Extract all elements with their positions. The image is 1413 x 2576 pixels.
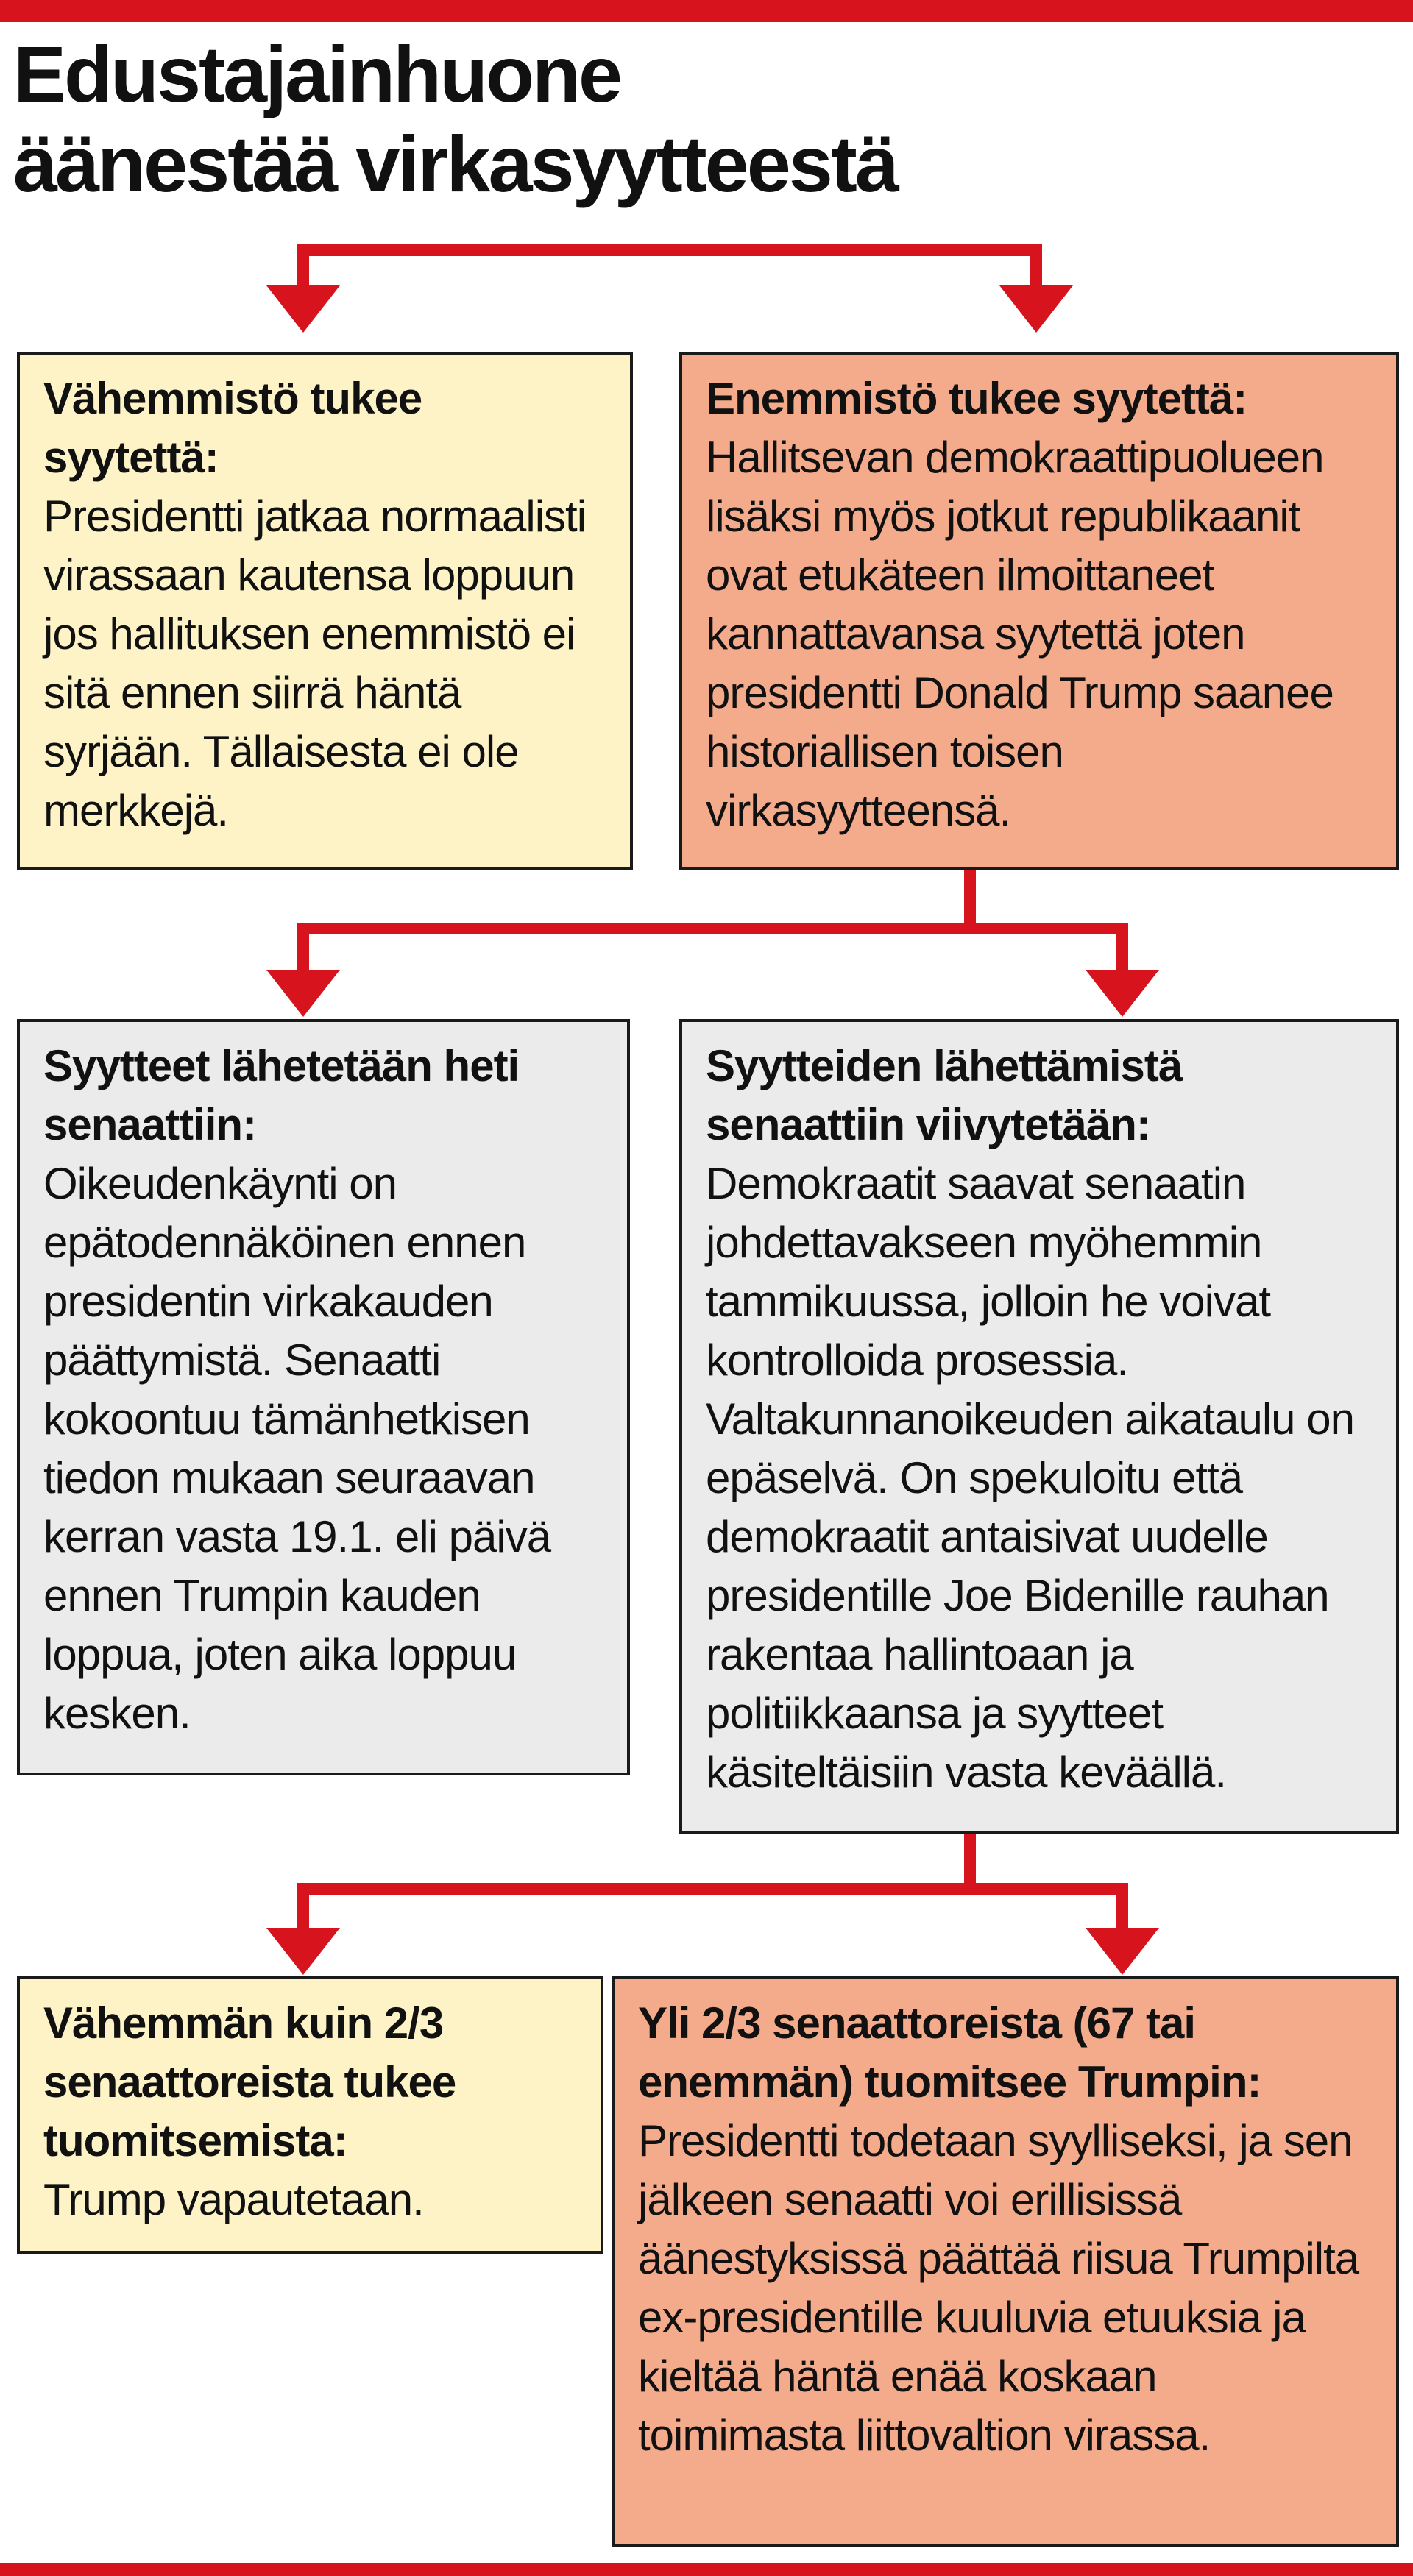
majority-box — [679, 352, 1399, 870]
bottom-accent-bar — [0, 2563, 1413, 2576]
sent-now-text: Oikeudenkäynti on epätodennäköinen ennen presidentin virkakauden päättymistä. Senaatti kokoontuu tämänhetkisen tiedon mukaan seuraavan kerran vasta 19.1. eli päivä ennen Trumpin kauden loppua, joten aika loppuu kesken. — [43, 1159, 551, 1738]
arrow-head-majority — [999, 285, 1073, 333]
majority-heading: Enemmistö tukee syytettä: — [706, 374, 1247, 423]
connector-delayed-split — [303, 1832, 1122, 1934]
convict-box — [612, 1976, 1399, 2547]
minority-box — [17, 352, 633, 870]
sent-now-box — [17, 1019, 630, 1775]
delayed-heading: Syytteiden lähettämistä senaattiin viivytetään: — [706, 1041, 1183, 1149]
majority-text: Hallitsevan demokraattipuolueen lisäksi myös jotkut republikaanit ovat etukäteen ilmoittaneet kannattavansa syytettä joten presidentti Donald Trump saanee historiallisen toisen virkasyytteensä. — [706, 433, 1334, 835]
acquit-heading: Vähemmän kuin 2/3 senaattoreista tukee tuomitsemista: — [43, 1998, 456, 2165]
connector-title-split — [303, 250, 1036, 291]
delayed-box — [679, 1019, 1399, 1834]
acquit-box — [17, 1976, 603, 2254]
connector-majority-split — [303, 868, 1122, 976]
acquit-text: Trump vapautetaan. — [43, 2175, 424, 2224]
minority-heading: Vähemmistö tukee syytettä: — [43, 374, 422, 482]
arrow-head-convict — [1086, 1928, 1159, 1975]
title-line-2: äänestää virkasyytteestä — [13, 119, 897, 208]
convict-text: Presidentti todetaan syylliseksi, ja sen jälkeen senaatti voi erillisissä äänestyksissä päättää riisua Trumpilta ex-presidentille kuuluvia etuuksia ja kieltää häntä enää koskaan toimimasta liittovaltion virassa. — [638, 2116, 1359, 2460]
minority-text: Presidentti jatkaa normaalisti virassaan kautensa loppuun jos hallituksen enemmistö ei sitä ennen siirrä häntä syrjään. Tällaisesta ei ole merkkejä. — [43, 492, 587, 835]
arrow-head-acquit — [266, 1928, 340, 1975]
convict-heading: Yli 2/3 senaattoreista (67 tai enemmän) tuomitsee Trumpin: — [638, 1998, 1261, 2107]
sent-now-heading: Syytteet lähetetään heti senaattiin: — [43, 1041, 520, 1149]
delayed-text: Demokraatit saavat senaatin johdettavakseen myöhemmin tammikuussa, jolloin he voivat kontrolloida prosessia. Valtakunnanoikeuden aikataulu on epäselvä. On spekuloitu että demokraatit antaisivat uudelle presidentille Joe Bidenille rauhan rakentaa hallintoaan ja politiikkaansa ja syytteet käsiteltäisiin vasta keväällä. — [706, 1159, 1354, 1797]
arrow-head-sent-now — [266, 970, 340, 1017]
title-line-1: Edustajainhuone — [13, 29, 621, 118]
arrow-head-delayed — [1086, 970, 1159, 1017]
arrow-head-minority — [266, 285, 340, 333]
